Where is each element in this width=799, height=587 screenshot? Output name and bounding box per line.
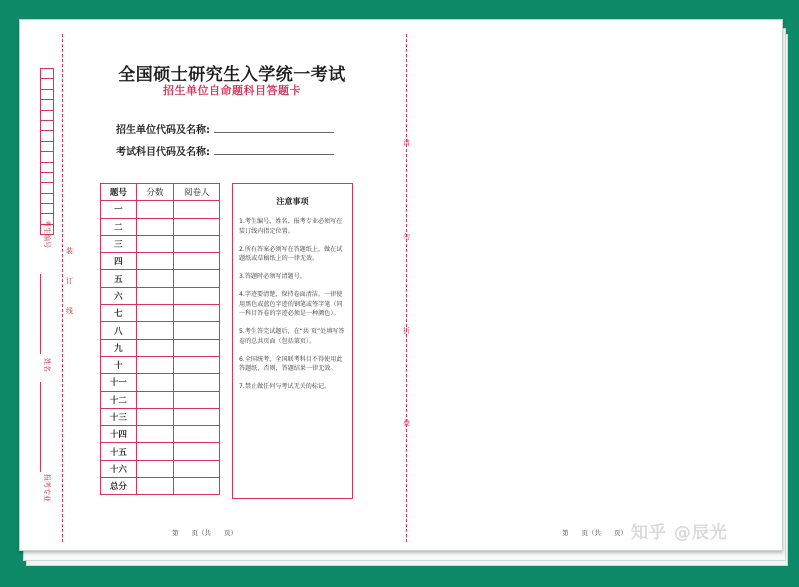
grader-cell[interactable] — [174, 478, 220, 495]
question-no: 九 — [101, 339, 137, 356]
score-cell[interactable] — [136, 322, 174, 339]
grader-cell[interactable] — [174, 460, 220, 477]
header-question-no: 题号 — [101, 184, 137, 201]
grader-cell[interactable] — [174, 235, 220, 252]
table-row — [101, 305, 220, 322]
table-row — [101, 408, 220, 425]
grader-cell[interactable] — [174, 322, 220, 339]
table-row — [101, 443, 220, 460]
unit-code-field[interactable] — [116, 121, 334, 136]
grader-cell[interactable] — [174, 408, 220, 425]
table-row — [101, 235, 220, 252]
grader-cell[interactable] — [174, 356, 220, 373]
table-row — [101, 426, 220, 443]
note-item: 6.全国统考、全国联考科目不得使用此答题纸，否则，答题结果一律无效。 — [239, 355, 343, 373]
page-title: 全国硕士研究生入学统一考试 — [118, 65, 346, 85]
fold-char-1: 请 — [403, 139, 410, 147]
subject-code-field[interactable] — [116, 143, 334, 158]
score-cell[interactable] — [136, 374, 174, 391]
question-no: 六 — [101, 287, 137, 304]
table-row — [101, 270, 220, 287]
major-write-line[interactable] — [40, 382, 41, 472]
note-item: 4.字迹要清楚、保持卷面清洁。一律使用黑色或蓝色字迹的钢笔或签字笔（同一科目答卷的字迹必须是一种颜色）。 — [239, 290, 343, 318]
score-cell[interactable] — [136, 460, 174, 477]
grader-cell[interactable] — [174, 374, 220, 391]
question-no: 二 — [101, 218, 137, 235]
score-cell[interactable] — [136, 408, 174, 425]
note-item: 3.答题时必须写清题号。 — [239, 273, 306, 280]
binding-line — [62, 34, 63, 542]
subject-code-label: 考试科目代码及名称: — [116, 147, 210, 158]
question-no: 十五 — [101, 443, 137, 460]
fold-char-2: 勿 — [403, 233, 410, 241]
subject-code-line[interactable] — [214, 154, 334, 155]
exam-number-label: 考生编号 — [43, 220, 51, 248]
grader-cell[interactable] — [174, 201, 220, 218]
table-row — [101, 374, 220, 391]
grader-cell[interactable] — [174, 270, 220, 287]
notes-box — [232, 183, 353, 499]
fold-char-3: 折 — [403, 327, 410, 335]
binding-mark-1: 装 — [66, 247, 73, 255]
grader-cell[interactable] — [174, 391, 220, 408]
question-no: 七 — [101, 305, 137, 322]
table-row — [101, 391, 220, 408]
grader-cell[interactable] — [174, 218, 220, 235]
unit-code-label: 招生单位代码及名称: — [116, 125, 210, 136]
table-row — [101, 253, 220, 270]
answer-sheet — [19, 19, 783, 551]
unit-code-line[interactable] — [214, 132, 334, 133]
question-no: 八 — [101, 322, 137, 339]
score-cell[interactable] — [136, 339, 174, 356]
question-no: 十一 — [101, 374, 137, 391]
score-cell[interactable] — [136, 270, 174, 287]
grader-cell[interactable] — [174, 443, 220, 460]
score-cell[interactable] — [136, 201, 174, 218]
notes-title: 注意事项 — [276, 197, 309, 206]
page-footer-left: 第 页（共 页） — [172, 529, 237, 537]
fold-line — [406, 34, 407, 542]
fold-char-4: 叠 — [403, 419, 410, 427]
note-item: 7.禁止做任何与考试无关的标记。 — [239, 383, 331, 390]
grader-cell[interactable] — [174, 339, 220, 356]
score-cell[interactable] — [136, 305, 174, 322]
table-row — [101, 287, 220, 304]
major-label: 报考专业 — [43, 474, 51, 502]
score-cell[interactable] — [136, 426, 174, 443]
question-no: 十三 — [101, 408, 137, 425]
note-item: 1.考生编号、姓名、报考专业必须写在装订线内指定位置。 — [239, 218, 343, 235]
table-row — [101, 322, 220, 339]
table-row — [101, 478, 220, 495]
note-item: 5.考生答完试题后，在“共 页”处填写答卷的总共页面（包括第页）。 — [239, 328, 345, 345]
watermark: 知乎 @辰光 — [631, 523, 728, 543]
score-cell[interactable] — [136, 356, 174, 373]
note-item: 2.所有答案必须写在答题纸上，做在试题纸或草稿纸上的一律无效。 — [239, 245, 343, 263]
table-row — [101, 356, 220, 373]
score-cell[interactable] — [136, 443, 174, 460]
score-cell[interactable] — [136, 253, 174, 270]
page-subtitle: 招生单位自命题科目答题卡 — [163, 84, 301, 97]
question-no: 三 — [101, 235, 137, 252]
score-cell[interactable] — [136, 391, 174, 408]
header-grader: 阅卷人 — [174, 184, 220, 201]
binding-mark-2: 订 — [66, 277, 73, 285]
question-no: 十四 — [101, 426, 137, 443]
header-score: 分数 — [136, 184, 174, 201]
question-no: 一 — [101, 201, 137, 218]
score-table-header-row — [101, 184, 220, 201]
score-cell[interactable] — [136, 287, 174, 304]
page-footer-right: 第 页（共 页） — [562, 529, 627, 537]
exam-number-boxes[interactable] — [40, 68, 54, 235]
table-row — [101, 201, 220, 218]
question-no: 四 — [101, 253, 137, 270]
score-cell[interactable] — [136, 478, 174, 495]
name-write-line[interactable] — [40, 274, 41, 354]
score-table — [100, 183, 220, 495]
question-no: 五 — [101, 270, 137, 287]
name-label: 姓名 — [43, 358, 51, 372]
question-no: 十二 — [101, 391, 137, 408]
table-row — [101, 339, 220, 356]
grader-cell[interactable] — [174, 287, 220, 304]
question-no: 十六 — [101, 460, 137, 477]
score-cell[interactable] — [136, 218, 174, 235]
question-no: 十 — [101, 356, 137, 373]
grader-cell[interactable] — [174, 253, 220, 270]
grader-cell[interactable] — [174, 426, 220, 443]
table-row — [101, 460, 220, 477]
table-row — [101, 218, 220, 235]
binding-mark-3: 线 — [66, 307, 73, 315]
question-no: 总分 — [101, 478, 137, 495]
grader-cell[interactable] — [174, 305, 220, 322]
score-cell[interactable] — [136, 235, 174, 252]
